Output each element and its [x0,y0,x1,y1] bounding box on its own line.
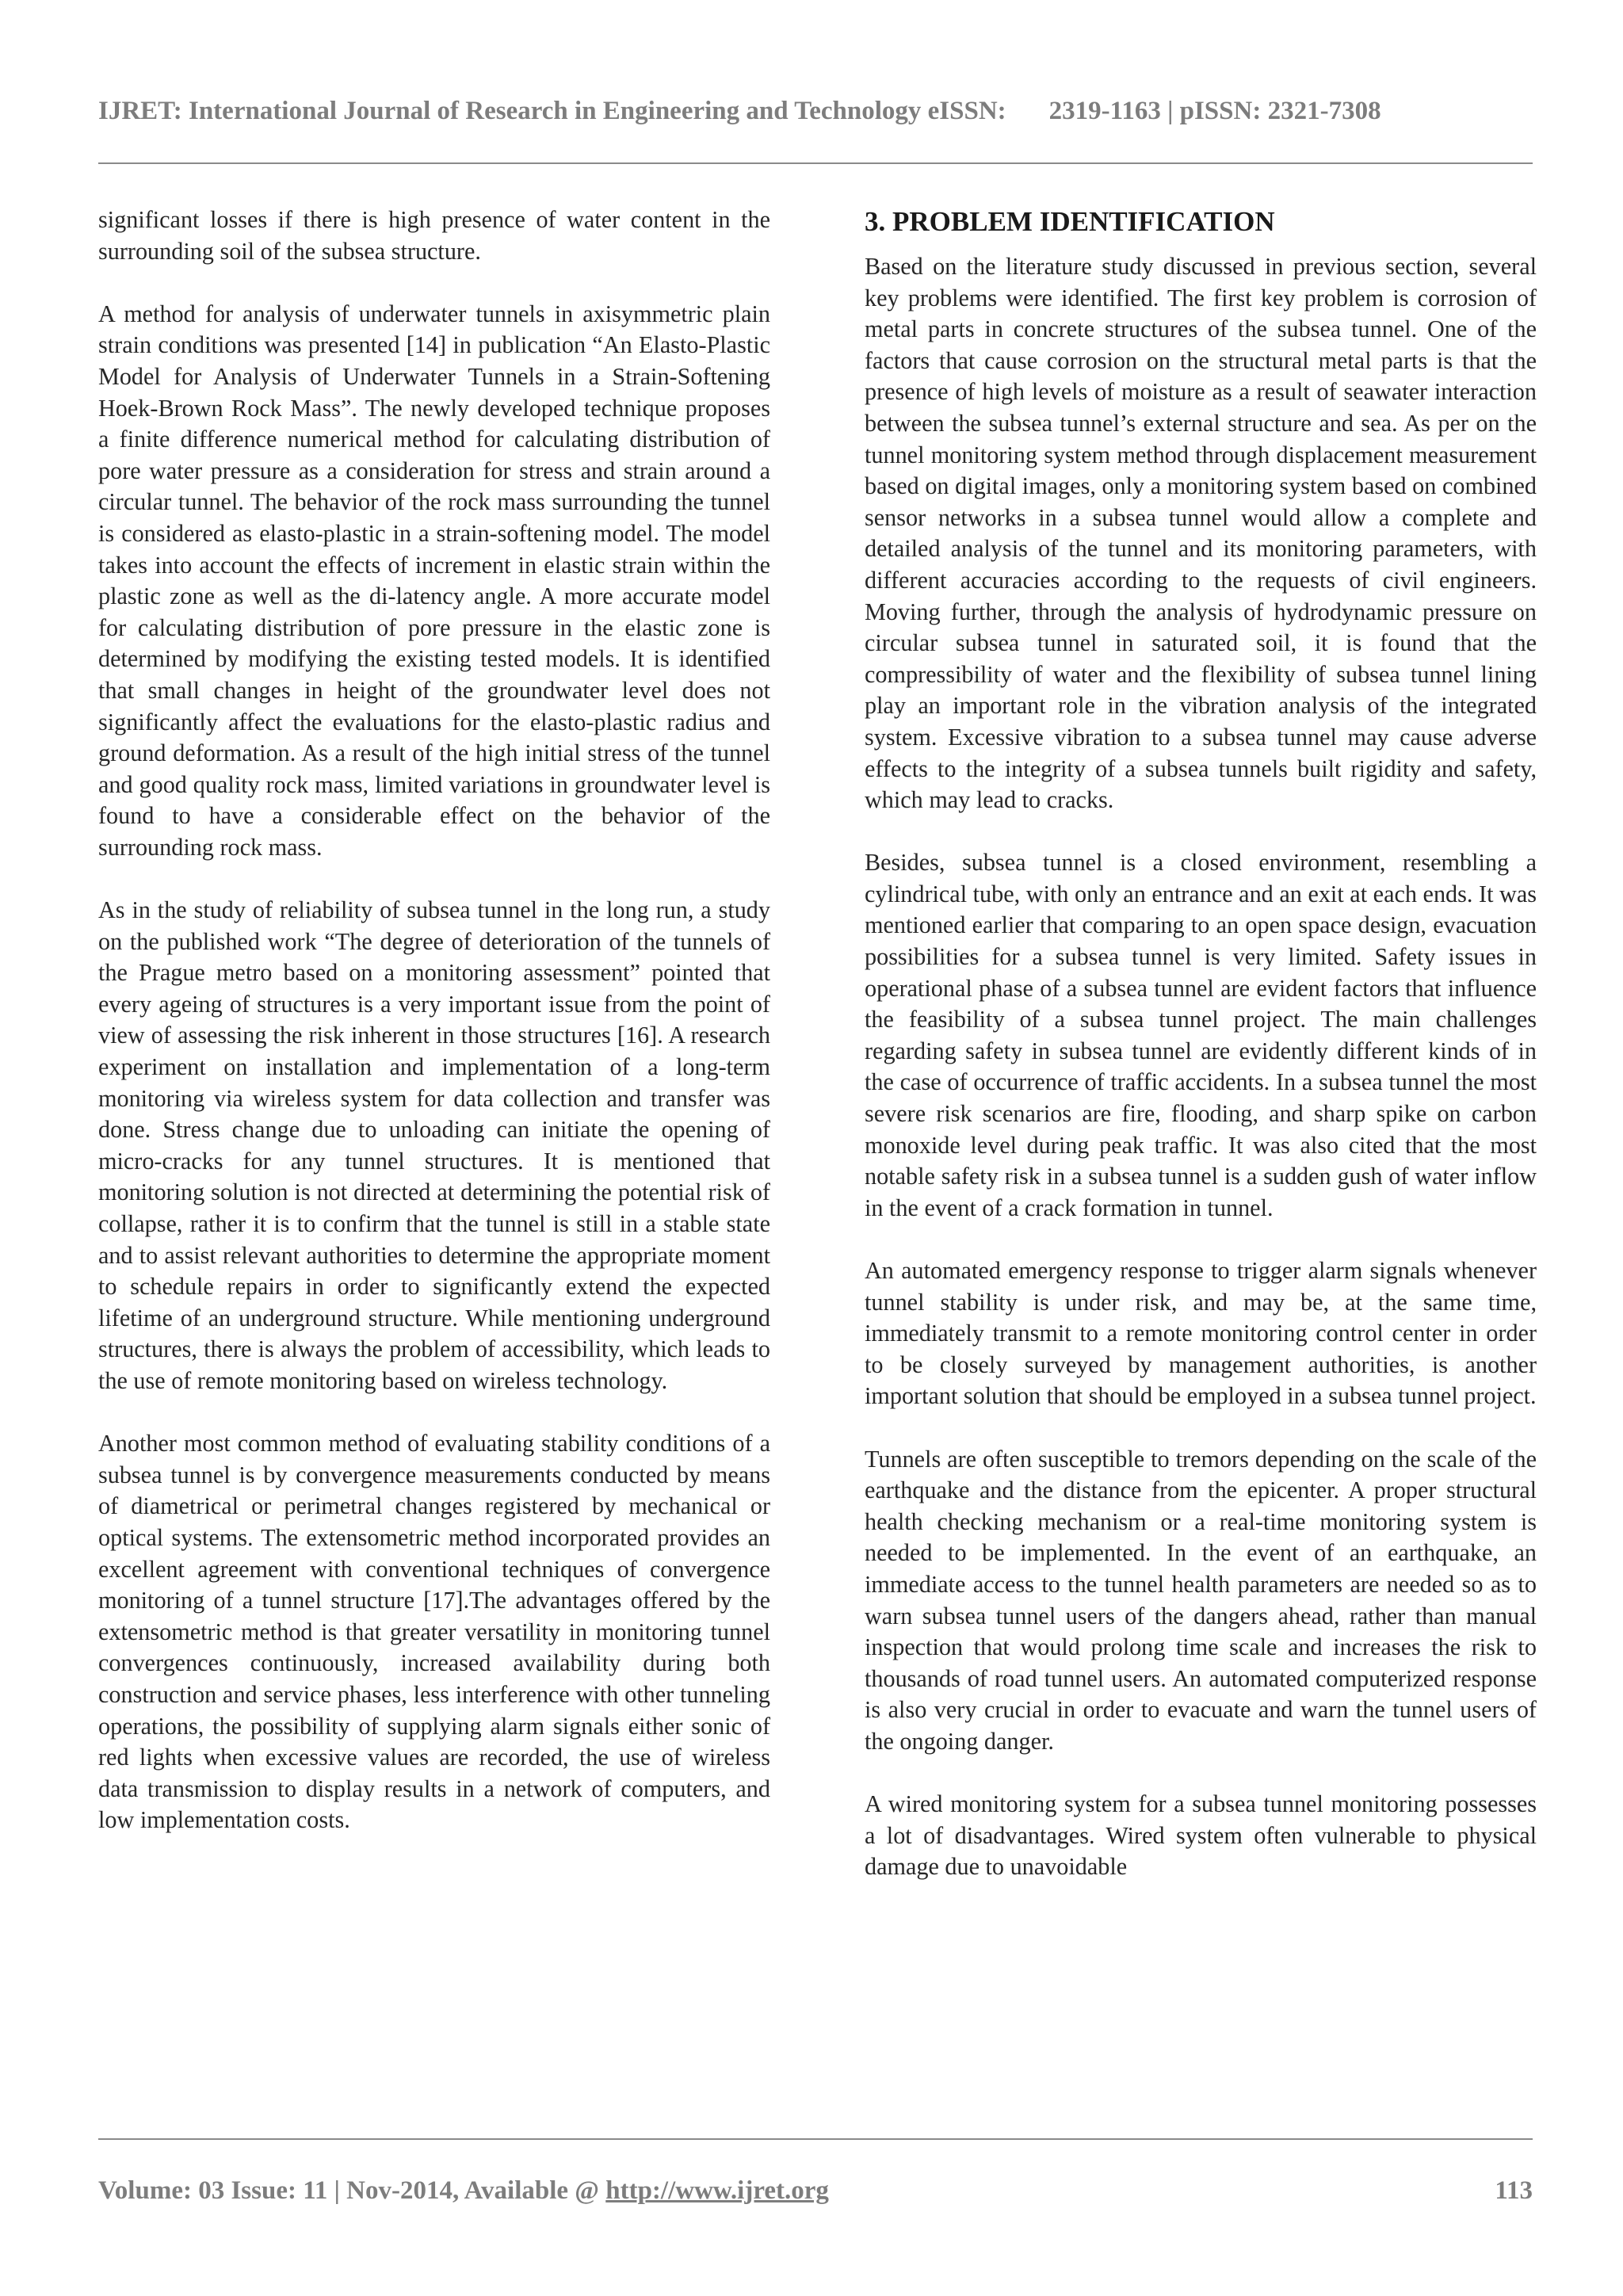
paragraph: A method for analysis of underwater tunnels in axisymmetric plain strain conditions was presented [14] in publication “An Elasto-Plastic Model for Analysis of Underwater Tunnels in a Strain-Softening Hoek-Brown Rock Mass”. The newly developed technique proposes a finite difference numerical method for calculating distribution of pore water pressure as a consideration for stress and strain around a circular tunnel. The behavior of the rock mass surrounding the tunnel is considered as elasto-plastic in a strain-softening model. The model takes into account the effects of increment in elastic strain within the plastic zone as well as the di-latency angle. A more accurate model for calculating distribution of pore pressure in the elastic zone is determined by modifying the existing tested models. It is identified that small changes in height of the groundwater level does not significantly affect the evaluations for the elasto-plastic radius and ground deformation. As a result of the high initial stress of the tunnel and good quality rock mass, limited variations in groundwater level is found to have a considerable effect on the behavior of the surrounding rock mass. [98,300,770,861]
journal-title: IJRET: International Journal of Research in Engineering and Technology eISSN: [98,97,1006,125]
journal-link[interactable]: http://www.ijret.org [605,2176,829,2205]
header-divider [98,162,1533,164]
paragraph: Tunnels are often susceptible to tremors depending on the scale of the earthquake and the distance from the epicenter. A proper structural health checking mechanism or a real-time monitoring system is needed to be implemented. In the event of an earthquake, an immediate access to the tunnel health parameters are needed so as to warn subsea tunnel users of the dangers ahead, rather than manual inspection that would prolong time scale and increases the risk to thousands of road tunnel users. An automated computerized response is also very crucial in order to evacuate and warn the tunnel users of the ongoing danger. [865,1445,1537,1755]
paragraph: A wired monitoring system for a subsea tunnel monitoring possesses a lot of disadvantages. Wired system often vulnerable to physical damage due to unavoidable [865,1790,1537,1881]
right-column [865,204,1537,1883]
paragraph: As in the study of reliability of subsea tunnel in the long run, a study on the published work “The degree of deterioration of the tunnels of the Prague metro based on a monitoring assessment” pointed that every ageing of structures is a very important issue from the point of view of assessing the risk inherent in those structures [16]. A research experiment on installation and implementation of a long-term monitoring via wireless system for data collection and transfer was done. Stress change due to unloading can initiate the opening of micro-cracks for any tunnel structures. It is mentioned that monitoring solution is not directed at determining the potential risk of collapse, rather it is to confirm that the tunnel is still in a stable state and to assist relevant authorities to determine the appropriate moment to schedule repairs in order to significantly extend the expected lifetime of an underground structure. While mentioning underground structures, there is always the problem of accessibility, which leads to the use of remote monitoring based on wireless technology. [98,896,770,1394]
paragraph: Another most common method of evaluating stability conditions of a subsea tunnel is by convergence measurements conducted by means of diametrical or perimetral changes registered by mechanical or optical systems. The extensometric method incorporated provides an excellent agreement with conventional techniques of convergence monitoring of a tunnel structure [17].The advantages offered by the extensometric method is that greater versatility in monitoring tunnel convergences continuously, increased availability during both construction and service phases, less interference with other tunneling operations, the possibility of supplying alarm signals either sonic of red lights when excessive values are recorded, the use of wireless data transmission to display results in a network of computers, and low implementation costs. [98,1430,770,1834]
paragraph: An automated emergency response to trigger alarm signals whenever tunnel stability is under risk, and may be, at the same time, immediately transmit to a remote monitoring control center in order to be closely surveyed by management authorities, is another important solution that should be employed in a subsea tunnel project. [865,1257,1537,1410]
left-column [98,204,770,1836]
journal-header [98,97,1525,126]
paragraph: Besides, subsea tunnel is a closed environment, resembling a cylindrical tube, with only an entrance and an exit at each ends. It was mentioned earlier that comparing to an open space design, evacuation possibilities for a subsea tunnel is very limited. Safety issues in operational phase of a subsea tunnel are evident factors that influence the feasibility of a subsea tunnel project. The main challenges regarding safety in subsea tunnel are evidently different kinds of in the case of occurrence of traffic accidents. In a subsea tunnel the most severe risk scenarios are fire, flooding, and sharp spike on carbon monoxide level during peak traffic. It was also cited that the most notable safety risk in a subsea tunnel is a sudden gush of water inflow in the event of a crack formation in tunnel. [865,849,1537,1221]
page-footer [98,2176,1533,2206]
journal-issn: 2319-1163 | pISSN: 2321-7308 [1048,97,1381,125]
section-heading: 3. PROBLEM IDENTIFICATION [865,206,1275,237]
paragraph: significant losses if there is high presence of water content in the surrounding soil of the subsea structure. [98,206,770,265]
footer-volume-info: Volume: 03 Issue: 11 | Nov-2014, Available @ [98,2176,606,2205]
paragraph: Based on the literature study discussed in previous section, several key problems were identified. The first key problem is corrosion of metal parts in concrete structures of the subsea tunnel. One of the factors that cause corrosion on the structural metal parts is that the presence of high levels of moisture as a result of seawater interaction between the subsea tunnel’s external structure and sea. As per on the tunnel monitoring system method through displacement measurement based on digital images, only a monitoring system based on combined sensor networks in a subsea tunnel would allow a complete and detailed analysis of the tunnel and its monitoring parameters, with different accuracies according to the requests of civil engineers. Moving further, through the analysis of hydrodynamic pressure on circular subsea tunnel in saturated soil, it is found that the compressibility of water and the flexibility of subsea tunnel lining play an important role in the vibration analysis of the integrated system. Excessive vibration to a subsea tunnel may cause adverse effects to the integrity of a subsea tunnels built rigidity and safety, which may lead to cracks. [865,253,1537,814]
page-number: 113 [1495,2176,1533,2205]
footer-divider [98,2138,1533,2140]
